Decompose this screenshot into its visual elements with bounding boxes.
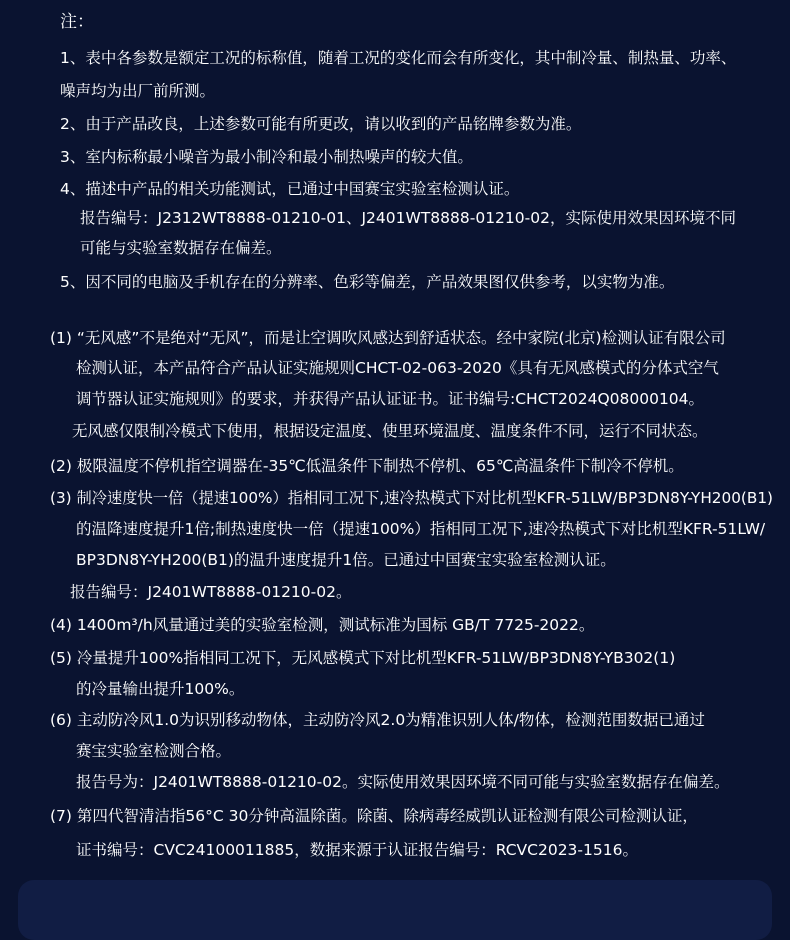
footnote-7: (7) 第四代智清洁指56°C 30分钟高温除菌。除菌、除病毒经威凯认证检测有限公司检测认证，	[50, 807, 698, 825]
footnote-2: (2) 极限温度不停机指空调器在-35℃低温条件下制热不停机、65℃高温条件下制冷不停机。	[50, 457, 684, 475]
footnote-5-cont: 的冷量输出提升100%。	[76, 680, 245, 698]
footnote-7-cont: 证书编号：CVC24100011885，数据来源于认证报告编号：RCVC2023-1516。	[76, 841, 638, 859]
footnote-3-report: 报告编号：J2401WT8888-01210-02。	[70, 583, 352, 601]
note-1: 1、表中各参数是额定工况的标称值，随着工况的变化而会有所变化，其中制冷量、制热量、功率、	[60, 49, 737, 67]
footnote-3-cont: BP3DN8Y-YH200(B1)的温升速度提升1倍。已通过中国赛宝实验室检测认证。	[76, 551, 616, 569]
footnote-1: (1) “无风感”不是绝对“无风”，而是让空调吹风感达到舒适状态。经中家院(北京)检测认证有限公司	[50, 329, 726, 347]
footnote-4: (4) 1400m³/h风量通过美的实验室检测，测试标准为国标 GB/T 7725-2022。	[50, 616, 595, 634]
note-4-report: 报告编号：J2312WT8888-01210-01、J2401WT8888-01210-02，实际使用效果因环境不同	[80, 209, 736, 227]
footnote-6: (6) 主动防冷风1.0为识别移动物体，主动防冷风2.0为精准识别人体/物体，检测范围数据已通过	[50, 711, 705, 729]
note-2: 2、由于产品改良，上述参数可能有所更改，请以收到的产品铭牌参数为准。	[60, 115, 582, 133]
note-1-cont: 噪声均为出厂前所测。	[60, 82, 216, 100]
footnote-6-cont: 赛宝实验室检测合格。	[76, 742, 232, 760]
footnote-3-cont: 的温降速度提升1倍;制热速度快一倍（提速100%）指相同工况下,速冷热模式下对比机型KFR-51LW/	[76, 520, 766, 538]
footnote-1-cont: 检测认证，本产品符合产品认证实施规则CHCT-02-063-2020《具有无风感模式的分体式空气	[76, 359, 719, 377]
bottom-panel	[18, 880, 772, 940]
footnote-5: (5) 冷量提升100%指相同工况下，无风感模式下对比机型KFR-51LW/BP3DN8Y-YB302(1)	[50, 649, 676, 667]
footnote-1-cont: 调节器认证实施规则》的要求，并获得产品认证证书。证书编号:CHCT2024Q08000104。	[76, 390, 705, 408]
note-4-cont: 可能与实验室数据存在偏差。	[80, 239, 282, 257]
footnote-6-report: 报告号为：J2401WT8888-01210-02。实际使用效果因环境不同可能与实验室数据存在偏差。	[76, 773, 730, 791]
note-3: 3、室内标称最小噪音为最小制冷和最小制热噪声的较大值。	[60, 148, 473, 166]
note-5: 5、因不同的电脑及手机存在的分辨率、色彩等偏差，产品效果图仅供参考，以实物为准。	[60, 273, 675, 291]
footnote-1-cont: 无风感仅限制冷模式下使用，根据设定温度、使里环境温度、温度条件不同，运行不同状态。	[72, 422, 708, 440]
notes-title: 注：	[60, 12, 94, 32]
note-4: 4、描述中产品的相关功能测试，已通过中国赛宝实验室检测认证。	[60, 180, 520, 198]
footnote-3: (3) 制冷速度快一倍（提速100%）指相同工况下,速冷热模式下对比机型KFR-51LW/BP3DN8Y-YH200(B1)	[50, 489, 773, 507]
